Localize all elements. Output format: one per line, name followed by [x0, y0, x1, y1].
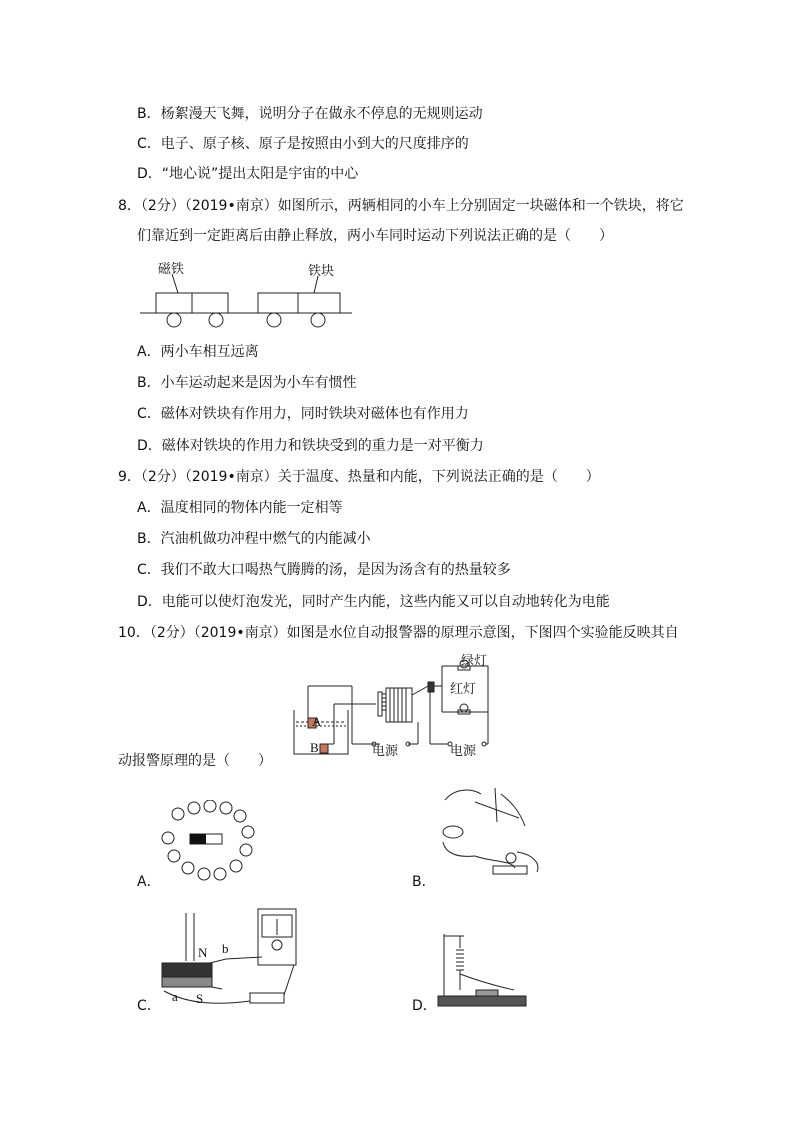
electrode-a-label: A	[312, 714, 322, 729]
q9-option-d: D．电能可以使灯泡发光，同时产生内能，这些内能又可以自动地转化为电能	[137, 594, 610, 610]
power-source-label-2: 电源	[450, 744, 477, 759]
electromagnetic-induction-diagram	[160, 905, 305, 1011]
green-lamp-label: 绿灯	[461, 654, 488, 669]
iron-label: 铁块	[308, 264, 335, 279]
q7-option-d: D．“地心说”提出太阳是宇宙的中心	[137, 166, 359, 182]
q8-figure	[140, 256, 355, 334]
two-carts-diagram	[140, 256, 355, 334]
q10-stem-line1: 10．（2分）（2019•南京）如图是水位自动报警器的原理示意图，下图四个实验能反映其自	[118, 625, 679, 641]
q9-stem: 9．（2分）（2019•南京）关于温度、热量和内能，下列说法正确的是（ ）	[118, 469, 600, 485]
q10-stem-line2: 动报警原理的是（ ）	[118, 753, 272, 769]
wire-b-label: b	[222, 941, 229, 956]
choice-b-label: B．	[412, 874, 436, 890]
compass-ring-diagram	[160, 800, 255, 885]
wire-a-label: a	[172, 989, 178, 1004]
q9-option-a: A．温度相同的物体内能一定相等	[137, 500, 343, 516]
choice-c-figure	[160, 905, 305, 1011]
choice-c-label: C．	[137, 998, 161, 1014]
red-lamp-label: 红灯	[450, 682, 477, 697]
q8-stem-line1: 8．（2分）（2019•南京）如图所示，两辆相同的小车上分别固定一块磁体和一个铁块，将它	[118, 198, 684, 214]
q8-option-a: A．两小车相互远离	[137, 344, 259, 360]
pole-n-label: N	[198, 945, 208, 960]
electrode-b-label: B	[310, 740, 319, 755]
q8-option-d: D．磁体对铁块的作用力和铁块受到的重力是一对平衡力	[137, 438, 484, 454]
q7-option-b: B．杨絮漫天飞舞，说明分子在做永不停息的无规则运动	[137, 106, 483, 122]
q9-option-b: B．汽油机做功冲程中燃气的内能减小	[137, 531, 371, 547]
q8-option-b: B．小车运动起来是因为小车有惯性	[137, 375, 357, 391]
q9-option-c: C．我们不敢大口喝热气腾腾的汤，是因为汤含有的热量较多	[137, 562, 511, 578]
hand-generator-diagram	[435, 782, 550, 885]
q8-option-c: C．磁体对铁块有作用力，同时铁块对磁体也有作用力	[137, 406, 469, 422]
choice-b-figure	[435, 782, 550, 885]
q7-option-c: C．电子、原子核、原子是按照由小到大的尺度排序的	[137, 136, 469, 152]
choice-d-figure	[436, 930, 531, 1010]
choice-d-label: D．	[412, 998, 437, 1014]
magnet-label: 磁铁	[158, 262, 185, 277]
water-alarm-figure	[290, 650, 495, 760]
q8-stem-line2: 们靠近到一定距离后由静止释放，两小车同时运动下列说法正确的是（ ）	[137, 228, 613, 244]
electromagnet-stand-diagram	[436, 930, 531, 1010]
choice-a-label: A．	[137, 874, 161, 890]
power-source-label-1: 电源	[372, 744, 399, 759]
pole-s-label: S	[196, 991, 204, 1006]
choice-a-figure	[160, 800, 255, 885]
